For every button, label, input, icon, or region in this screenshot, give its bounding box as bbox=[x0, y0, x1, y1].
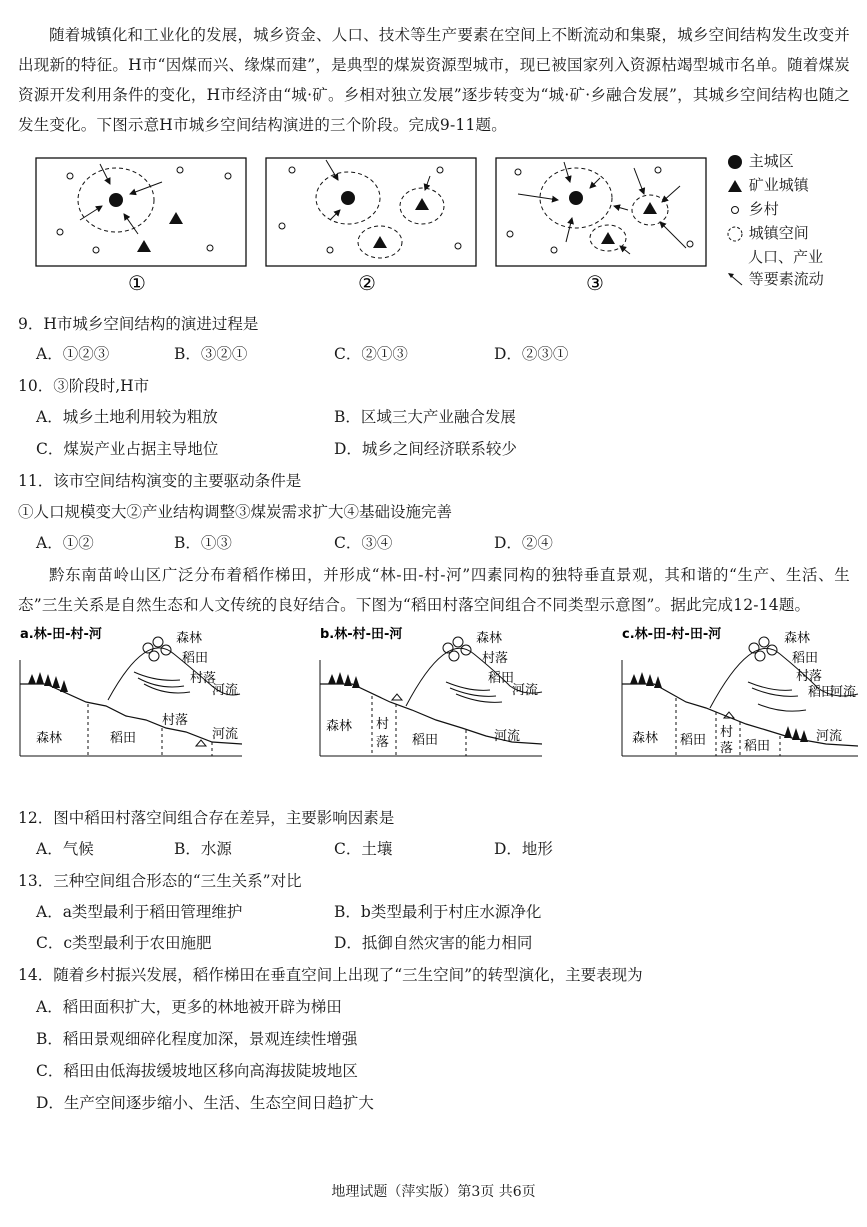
q12-option-d[interactable]: D．地形 bbox=[494, 840, 553, 858]
panel-b-field-upper: 稻田 bbox=[488, 671, 515, 686]
q13-option-a[interactable]: A．a类型最利于稻田管理维护 bbox=[36, 903, 243, 921]
panel-b-river: 河流 bbox=[494, 729, 521, 744]
intro-paragraph-2: 黔东南苗岭山区广泛分布着稻作梯田，并形成“林-田-村-河”四素同构的独特垂直景观，其和谐的“生产、生活、生态”三生关系是自然生态和人文传统的良好结合。下图为“稻田村落空间组合不同类型示意图”。据此完成12-14题。 bbox=[18, 566, 850, 614]
panel-c-forest: 森林 bbox=[632, 731, 659, 746]
stage-2-diagram bbox=[266, 158, 476, 266]
q9-stem: 9．H市城乡空间结构的演进过程是 bbox=[18, 315, 259, 333]
q14-stem: 14．随着乡村振兴发展，稻作梯田在垂直空间上出现了“三生空间”的转型演化，主要表现为 bbox=[18, 966, 643, 984]
q12-option-c[interactable]: C．土壤 bbox=[334, 840, 393, 858]
panel-a bbox=[20, 626, 242, 756]
legend-flow-line2: 等要素流动 bbox=[748, 270, 824, 288]
panel-a-title: a.林-田-村-河 bbox=[20, 627, 102, 642]
q10-option-b[interactable]: B．区域三大产业融合发展 bbox=[334, 408, 516, 426]
panel-c bbox=[622, 626, 858, 756]
legend-mining-town: 矿业城镇 bbox=[748, 176, 809, 194]
stage-3-label: ③ bbox=[586, 271, 604, 294]
panel-c-village-v1: 村 bbox=[720, 725, 734, 740]
q13-stem: 13．三种空间组合形态的“三生关系”对比 bbox=[18, 872, 302, 890]
q13-option-c[interactable]: C．c类型最利于农田施肥 bbox=[36, 934, 212, 952]
q13-option-d[interactable]: D．抵御自然灾害的能力相同 bbox=[334, 934, 533, 952]
stage-1-label: ① bbox=[128, 271, 146, 294]
q14-option-d[interactable]: D．生产空间逐步缩小、生活、生态空间日趋扩大 bbox=[36, 1094, 374, 1112]
stage-3-diagram bbox=[496, 158, 706, 266]
q11-option-c[interactable]: C．③④ bbox=[334, 534, 393, 552]
q10-option-a[interactable]: A．城乡土地利用较为粗放 bbox=[36, 408, 218, 426]
q12-option-b[interactable]: B．水源 bbox=[174, 840, 232, 858]
q9-option-b[interactable]: B．③②① bbox=[174, 345, 248, 363]
panel-c-river-upper: 河流 bbox=[830, 685, 857, 700]
legend-main-city: 主城区 bbox=[748, 152, 794, 170]
panel-c-forest-upper: 森林 bbox=[784, 631, 811, 646]
panel-b bbox=[320, 626, 542, 756]
panel-c-field-upper-2: 稻田 bbox=[808, 685, 835, 700]
panel-a-river-upper: 河流 bbox=[212, 683, 239, 698]
urban-structure-figure bbox=[30, 154, 730, 294]
q11-stem: 11．该市空间结构演变的主要驱动条件是 bbox=[18, 472, 302, 490]
panel-b-title: b.林-村-田-河 bbox=[320, 627, 403, 642]
panel-c-village-upper: 村落 bbox=[796, 669, 823, 684]
q12-option-a[interactable]: A．气候 bbox=[36, 840, 94, 858]
q9-option-c[interactable]: C．②①③ bbox=[334, 345, 408, 363]
panel-b-forest-upper: 森林 bbox=[476, 631, 503, 646]
q14-option-a[interactable]: A．稻田面积扩大，更多的林地被开辟为梯田 bbox=[36, 998, 342, 1016]
stage-2-label: ② bbox=[358, 271, 376, 294]
q10-option-d[interactable]: D．城乡之间经济联系较少 bbox=[334, 440, 517, 458]
panel-c-field-upper: 稻田 bbox=[792, 651, 819, 666]
panel-a-field-upper: 稻田 bbox=[182, 651, 209, 666]
q10-stem: 10．③阶段时,H市 bbox=[18, 377, 150, 395]
panel-a-village-upper: 村落 bbox=[190, 671, 217, 686]
q11-option-a[interactable]: A．①② bbox=[36, 534, 94, 552]
q13-option-b[interactable]: B．b类型最利于村庄水源净化 bbox=[334, 903, 542, 921]
q14-option-b[interactable]: B．稻田景观细碎化程度加深，景观连续性增强 bbox=[36, 1030, 358, 1048]
panel-b-village-v2: 落 bbox=[376, 735, 390, 750]
page-footer: 地理试题（萍实版）第3页 共6页 bbox=[331, 1184, 536, 1200]
panel-c-village-v2: 落 bbox=[720, 741, 734, 756]
panel-c-title: c.林-田-村-田-河 bbox=[622, 627, 722, 642]
panel-c-river: 河流 bbox=[816, 729, 843, 744]
panel-b-village-upper: 村落 bbox=[482, 651, 509, 666]
panel-a-village: 村落 bbox=[162, 713, 189, 728]
q11-option-b[interactable]: B．①③ bbox=[174, 534, 232, 552]
panel-b-village-v1: 村 bbox=[376, 717, 390, 732]
legend-town-space: 城镇空间 bbox=[748, 224, 809, 242]
panel-a-forest: 森林 bbox=[36, 731, 63, 746]
terrace-landscape-figure bbox=[16, 620, 861, 770]
intro-paragraph-1: 随着城镇化和工业化的发展，城乡资金、人口、技术等生产要素在空间上不断流动和集聚，城乡空间结构发生改变并出现新的特征。H市“因煤而兴、缘煤而建”，是典型的煤炭资源型城市，现已被国家列入资源枯竭型城市名单。随着煤炭资源开发利用条件的变化，H市经济由“城·矿。乡相对独立发展”逐步转变为“城·矿·乡融合发展”，其城乡空间结构也随之发生变化。下图示意H市城乡空间结构演进的三个阶段。完成9-11题。 bbox=[18, 26, 850, 134]
panel-b-forest: 森林 bbox=[326, 719, 353, 734]
q11-sub-items: ①人口规模变大②产业结构调整③煤炭需求扩大④基础设施完善 bbox=[18, 503, 453, 521]
q9-option-d[interactable]: D．②③① bbox=[494, 345, 569, 363]
panel-b-field: 稻田 bbox=[412, 733, 439, 748]
panel-a-forest-upper: 森林 bbox=[176, 631, 203, 646]
q11-option-d[interactable]: D．②④ bbox=[494, 534, 553, 552]
panel-b-river-upper: 河流 bbox=[512, 683, 539, 698]
panel-a-field: 稻田 bbox=[110, 731, 137, 746]
q12-stem: 12．图中稻田村落空间组合存在差异，主要影响因素是 bbox=[18, 809, 395, 827]
q9-option-a[interactable]: A．①②③ bbox=[36, 345, 110, 363]
q10-option-c[interactable]: C．煤炭产业占据主导地位 bbox=[36, 440, 219, 458]
legend-flow-line1: 人口、产业 bbox=[748, 248, 824, 266]
q14-option-c[interactable]: C．稻田由低海拔缓坡地区移向高海拔陡坡地区 bbox=[36, 1062, 358, 1080]
panel-c-field: 稻田 bbox=[680, 733, 707, 748]
stage-1-diagram bbox=[36, 158, 246, 266]
legend-village: 乡村 bbox=[748, 200, 779, 218]
panel-c-field-lower: 稻田 bbox=[744, 739, 771, 754]
panel-a-river: 河流 bbox=[212, 727, 239, 742]
